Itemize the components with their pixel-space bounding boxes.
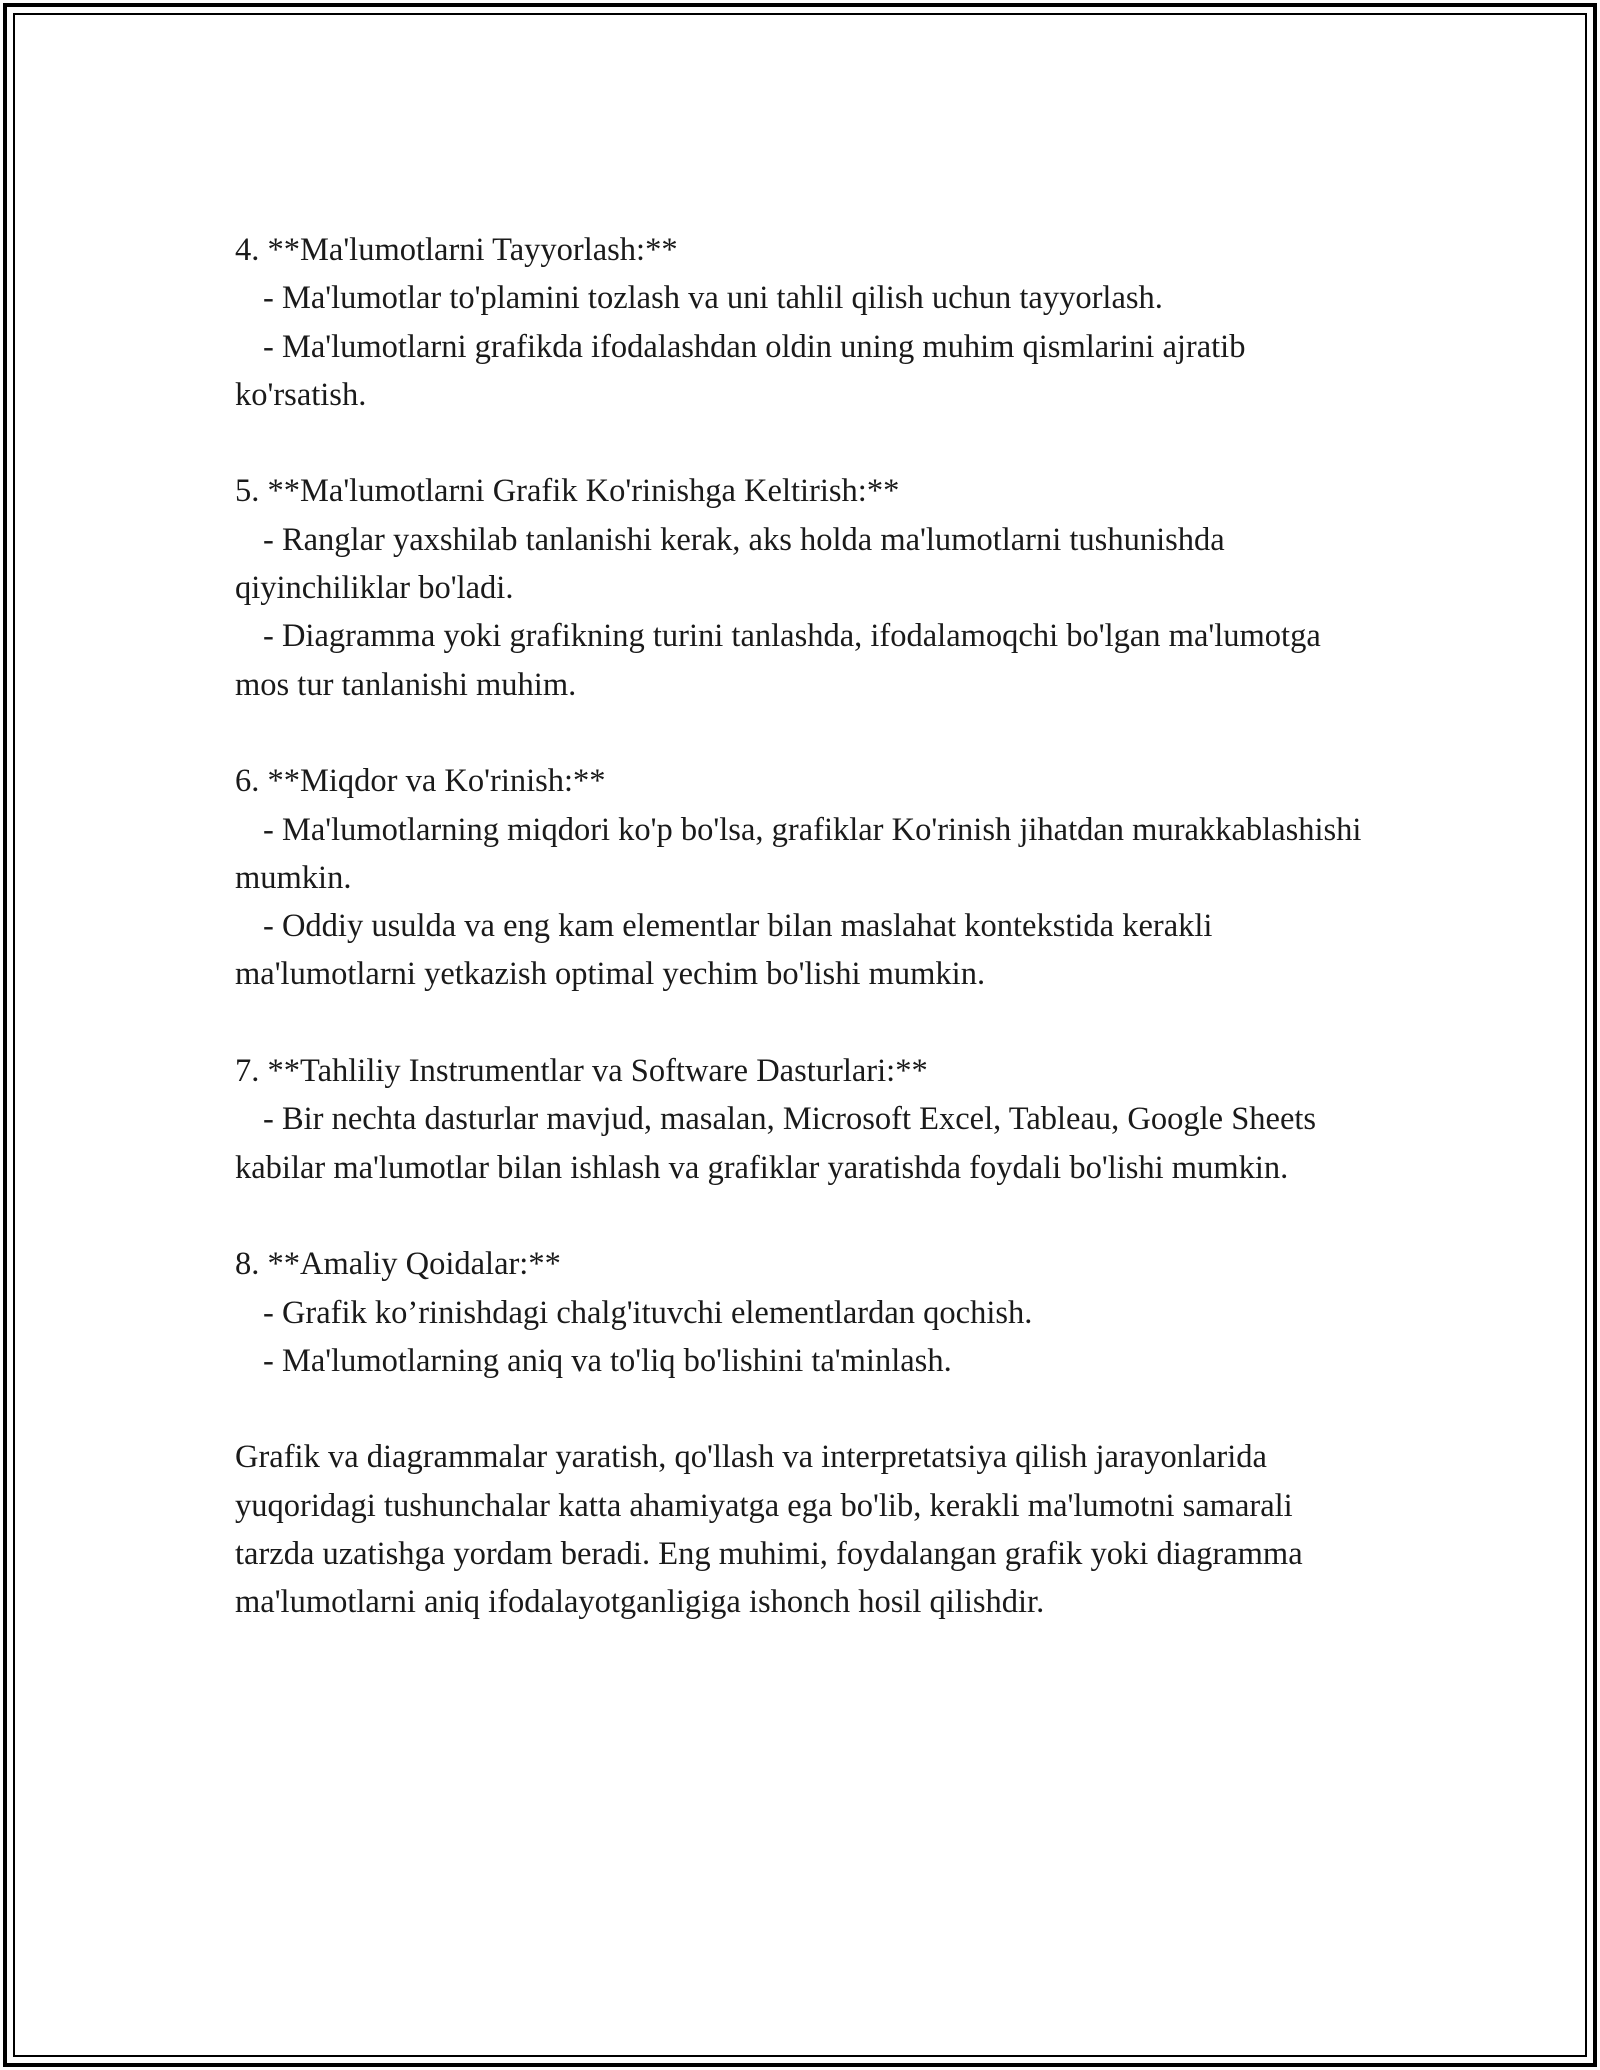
section-8 [235,1240,1375,1385]
bullet-item: - Ma'lumotlarni grafikda ifodalashdan oldin uning muhim qismlarini ajratib ko'rsatish. [235,328,1246,413]
section-7 [235,1047,1375,1192]
closing-text: Grafik va diagrammalar yaratish, qo'llash va interpretatsiya qilish jarayonlarida yuqoridagi tushunchalar katta ahamiyatga ega bo'lib, kerakli ma'lumotni samarali tarzda uzatishga yordam beradi. Eng muhimi, foydalangan grafik yoki diagramma ma'lumotlarni aniq ifodalayotganligiga ishonch hosil qilishdir. [235,1439,1303,1621]
section-heading: 6. **Miqdor va Ko'rinish:** [235,763,606,800]
section-heading: 8. **Amaliy Qoidalar:** [235,1246,561,1283]
section-5 [235,467,1375,708]
bullet-item: - Oddiy usulda va eng kam elementlar bilan maslahat kontekstida kerakli ma'lumotlarni yetkazish optimal yechim bo'lishi mumkin. [235,908,1213,993]
bullet-item: - Grafik ko’rinishdagi chalg'ituvchi elementlardan qochish. [263,1294,1033,1331]
bullet-item: - Bir nechta dasturlar mavjud, masalan, Microsoft Excel, Tableau, Google Sheets kabilar ma'lumotlar bilan ishlash va grafiklar yaratishda foydali bo'lishi mumkin. [235,1101,1317,1186]
section-4 [235,226,1375,419]
bullet-item: - Diagramma yoki grafikning turini tanlashda, ifodalamoqchi bo'lgan ma'lumotga mos tur tanlanishi muhim. [235,618,1321,703]
bullet-item: - Ma'lumotlarning miqdori ko'p bo'lsa, grafiklar Ko'rinish jihatdan murakkablashishi mumkin. [235,811,1362,896]
bullet-item: - Ranglar yaxshilab tanlanishi kerak, aks holda ma'lumotlarni tushunishda qiyinchiliklar bo'ladi. [235,521,1225,607]
section-6 [235,757,1375,998]
closing-paragraph [235,1433,1375,1626]
document-body [235,226,1375,1627]
bullet-item: - Ma'lumotlarning aniq va to'liq bo'lishini ta'minlash. [263,1342,952,1379]
section-heading: 7. **Tahliliy Instrumentlar va Software Dasturlari:** [235,1053,928,1090]
section-heading: 4. **Ma'lumotlarni Tayyorlash:** [235,232,678,268]
bullet-item: - Ma'lumotlar to'plamini tozlash va uni tahlil qilish uchun tayyorlash. [263,280,1163,317]
section-heading: 5. **Ma'lumotlarni Grafik Ko'rinishga Keltirish:** [235,473,900,510]
